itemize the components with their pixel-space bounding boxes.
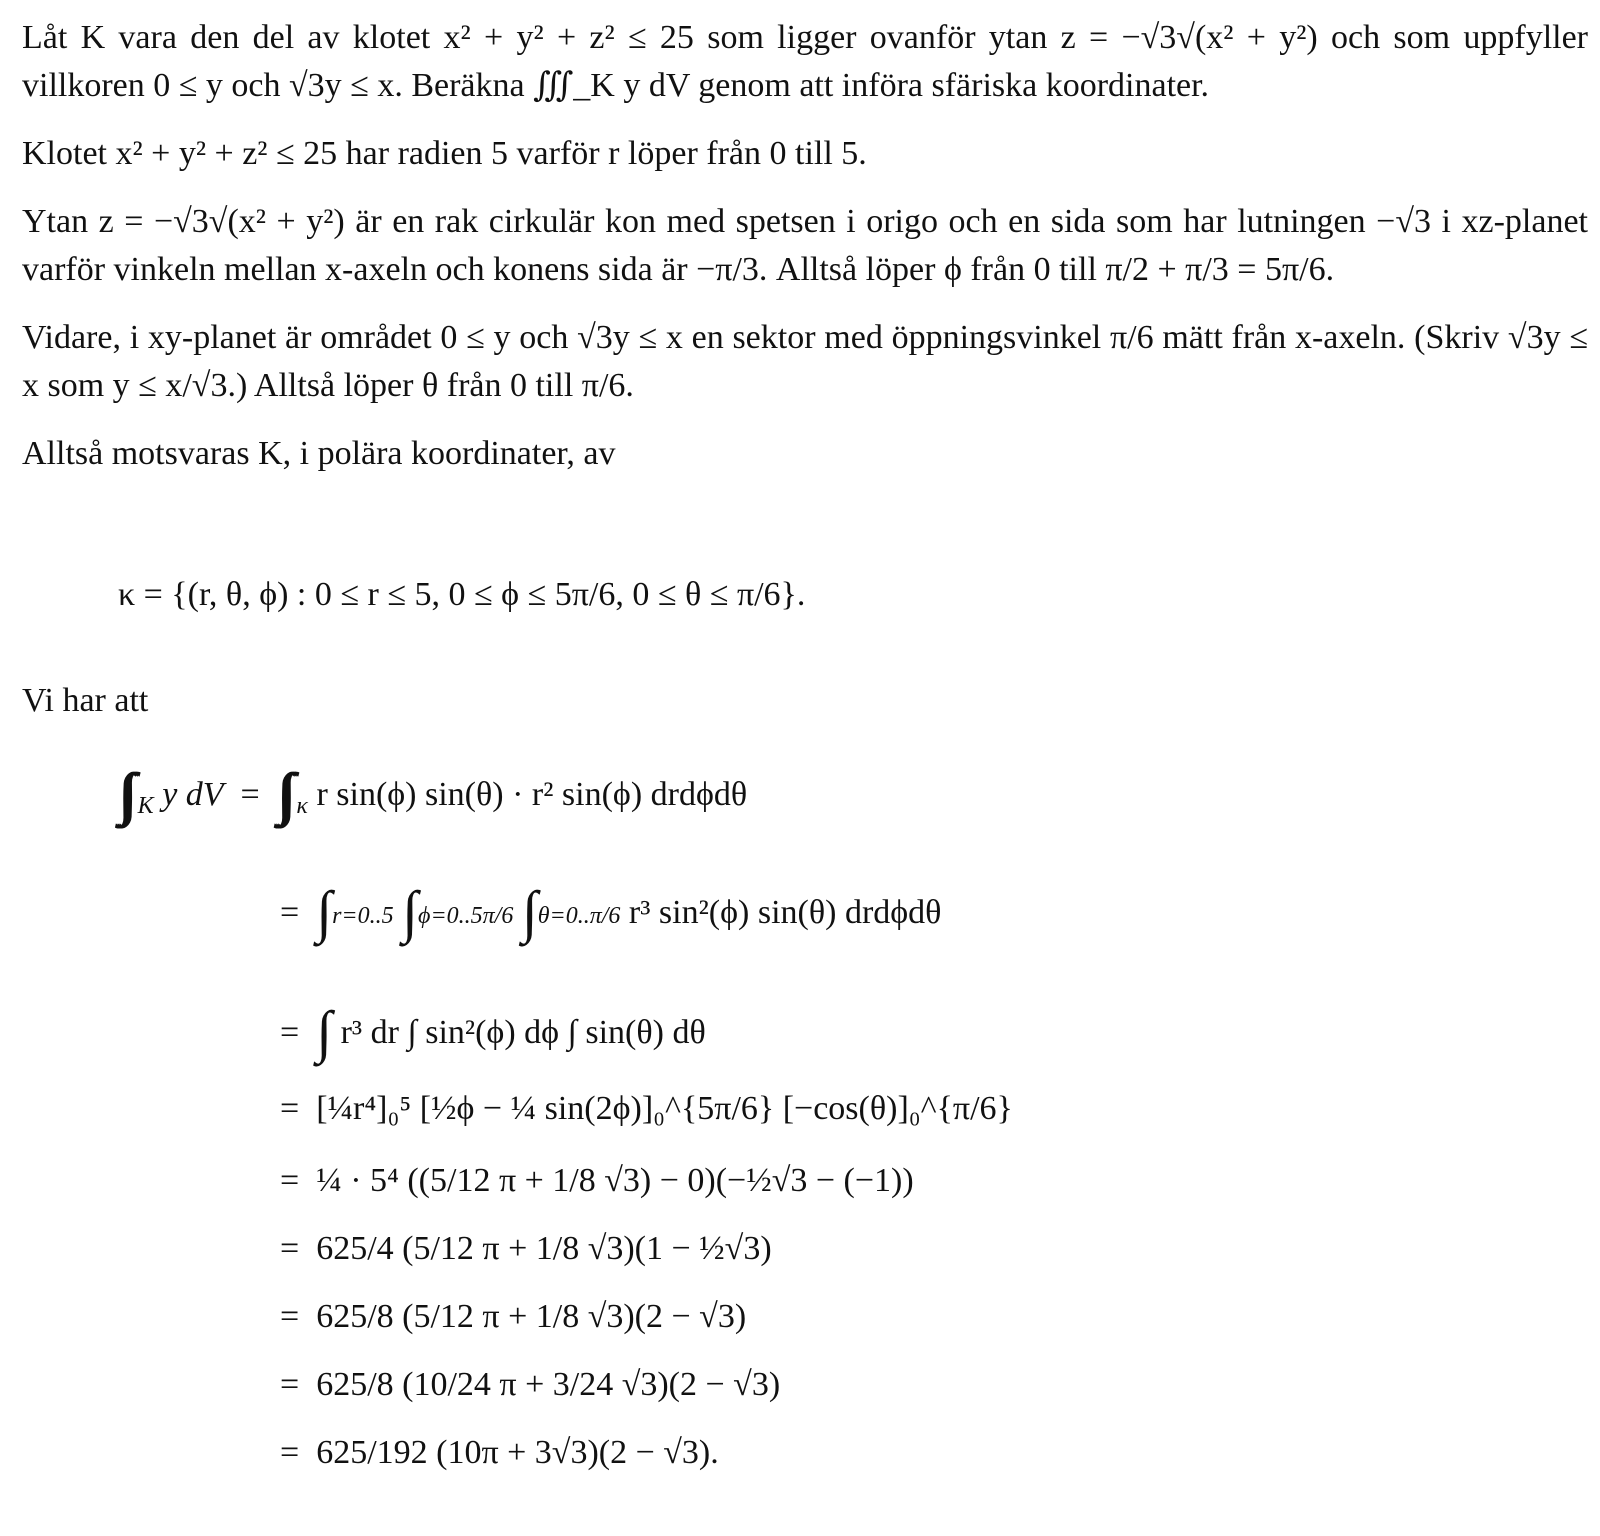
equals-sign: =	[280, 1298, 308, 1335]
vi-har-att: Vi har att	[22, 682, 149, 719]
derivation-step-7: 625/8 (10/24 π + 3/24 √3)(2 − √3)	[316, 1366, 781, 1403]
derivation-row-5	[280, 1230, 772, 1268]
integral-symbol: ∫	[521, 879, 524, 944]
lhs-region: K	[137, 792, 154, 819]
integral-symbol: ∫	[316, 879, 319, 944]
limits-theta: θ=0..π/6	[537, 903, 621, 929]
paragraph-sector: Vidare, i xy-planet är området 0 ≤ y och √3y ≤ x en sektor med öppningsvinkel π/6 mätt från x-axeln. (Skriv √3y ≤ x som y ≤ x/√3.) Alltså löper θ från 0 till π/6.	[22, 319, 1588, 404]
paragraph-problem: Låt K vara den del av klotet x² + y² + z² ≤ 25 som ligger ovanför ytan z = −√3√(x² + y²) och som uppfyller villkoren 0 ≤ y och √3y ≤ x. Beräkna ∭_K y dV genom att införa sfäriska koordinater.	[22, 19, 1588, 104]
kappa-definition: κ = {(r, θ, ϕ) : 0 ≤ r ≤ 5, 0 ≤ ϕ ≤ 5π/6, 0 ≤ θ ≤ π/6}.	[118, 576, 806, 613]
equals-sign: =	[280, 1162, 308, 1199]
paragraph-kappa-intro: Alltså motsvaras K, i polära koordinater, av	[22, 435, 616, 472]
triple-integral-symbol: ∫∫∫	[276, 761, 283, 826]
derivation-step-2: r³ dr ∫ sin²(ϕ) dϕ ∫ sin(θ) dθ	[340, 1014, 706, 1051]
derivation-step-1: r³ sin²(ϕ) sin(θ) drdϕdθ	[628, 894, 942, 931]
integral-symbol: ∫	[402, 879, 405, 944]
derivation-step-6: 625/8 (5/12 π + 1/8 √3)(2 − √3)	[316, 1298, 747, 1335]
equals-sign: =	[232, 776, 269, 813]
paragraph-cone: Ytan z = −√3√(x² + y²) är en rak cirkulär kon med spetsen i origo och en sida som har lutningen −√3 i xz-planet varför vinkeln mellan x-axeln och konens sida är −π/3. Alltså löper ϕ från 0 till π/2 + π/3 = 5π/6.	[22, 203, 1588, 288]
kappa-region: κ	[296, 792, 308, 819]
equals-sign: =	[280, 1014, 308, 1051]
lhs-integrand: y dV	[162, 776, 224, 813]
derivation-lhs	[118, 752, 748, 826]
derivation-row-1	[280, 870, 942, 944]
derivation-row-8	[280, 1434, 719, 1472]
triple-integral-symbol: ∫∫∫	[118, 761, 124, 826]
derivation-step-8: 625/192 (10π + 3√3)(2 − √3).	[316, 1434, 719, 1471]
equals-sign: =	[280, 1090, 308, 1127]
equals-sign: =	[280, 1230, 308, 1267]
equals-sign: =	[280, 1434, 308, 1471]
document-body	[22, 14, 1588, 498]
derivation-row-7	[280, 1366, 780, 1404]
derivation-row-4	[280, 1162, 914, 1200]
derivation-step-4: ¼ · 5⁴ ((5/12 π + 1/8 √3) − 0)(−½√3 − (−1))	[316, 1162, 914, 1199]
equals-sign: =	[280, 1366, 308, 1403]
derivation-row-3	[280, 1090, 1013, 1128]
limits-r: r=0..5	[332, 903, 394, 929]
derivation-step-0: r sin(ϕ) sin(θ) · r² sin(ϕ) drdϕdθ	[316, 776, 748, 813]
limits-phi: ϕ=0..5π/6	[418, 903, 514, 929]
integral-symbol: ∫	[316, 999, 319, 1064]
derivation-step-3: [¼r⁴]₀⁵ [½ϕ − ¼ sin(2ϕ)]₀^{5π/6} [−cos(θ)]₀^{π/6}	[316, 1090, 1013, 1127]
paragraph-radius: Klotet x² + y² + z² ≤ 25 har radien 5 varför r löper från 0 till 5.	[22, 135, 867, 172]
equals-sign: =	[280, 894, 308, 931]
derivation-step-5: 625/4 (5/12 π + 1/8 √3)(1 − ½√3)	[316, 1230, 772, 1267]
derivation-row-6	[280, 1298, 746, 1336]
derivation-row-2	[280, 990, 706, 1064]
